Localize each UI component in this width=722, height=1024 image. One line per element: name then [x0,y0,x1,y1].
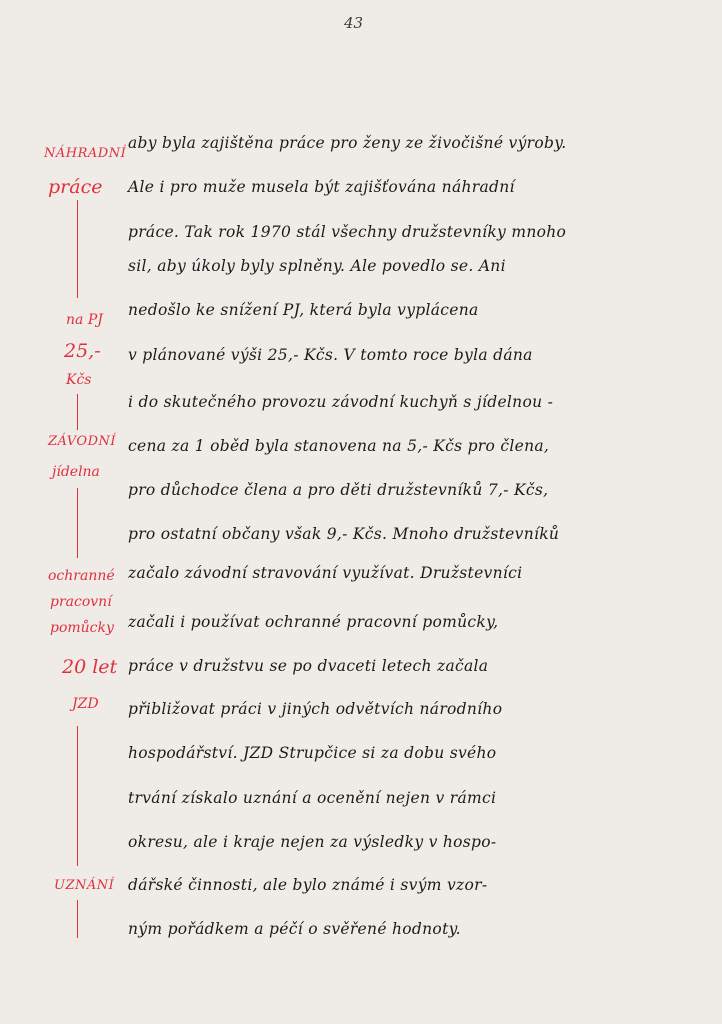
margin-bracket-line [77,394,78,430]
margin-note-kcs: Kčs [66,372,92,388]
text-line: ným pořádkem a péčí o svěřené hodnoty. [128,920,461,938]
text-line: nedošlo ke snížení PJ, která byla vyplácena [128,301,479,319]
margin-bracket-line [77,200,78,298]
margin-note-nahradni: NÁHRADNÍ [44,146,127,161]
text-line: pro ostatní občany však 9,- Kčs. Mnoho družstevníků [128,525,560,543]
text-line: práce. Tak rok 1970 stál všechny družstevníky mnoho [128,223,567,241]
margin-bracket-line [77,488,78,558]
text-line: aby byla zajištěna práce pro ženy ze živočišné výroby. [128,134,567,152]
margin-note-20-let: 20 let [62,656,118,678]
text-line: začalo závodní stravování využívat. Družstevníci [128,564,523,582]
margin-note-uznani: UZNÁNÍ [54,878,115,893]
margin-bracket-line [77,900,78,938]
margin-note-zavodni: ZÁVODNÍ [48,434,117,449]
text-line: Ale i pro muže musela být zajišťována náhradní [128,178,515,196]
text-line: v plánované výši 25,- Kčs. V tomto roce byla dána [128,346,533,364]
text-line: sil, aby úkoly byly splněny. Ale povedlo se. Ani [128,257,506,275]
margin-note-jzd: JZD [72,696,99,712]
margin-note-ochranne: ochranné [48,568,115,584]
text-line: cena za 1 oběd byla stanovena na 5,- Kčs pro člena, [128,437,550,455]
text-line: hospodářství. JZD Strupčice si za dobu svého [128,744,497,762]
text-line: dářské činnosti, ale bylo známé i svým vzor- [128,876,488,894]
margin-note-jidelna: jídelna [52,464,100,480]
margin-note-na-pj: na PJ [66,312,103,328]
margin-note-pracovni: pracovní [50,594,112,610]
text-line: pro důchodce člena a pro děti družstevníků 7,- Kčs, [128,481,549,499]
margin-note-25: 25,- [64,340,101,362]
margin-note-prace: práce [48,176,103,198]
text-line: začali i používat ochranné pracovní pomůcky, [128,613,499,631]
text-line: přibližovat práci v jiných odvětvích národního [128,700,503,718]
text-line: i do skutečného provozu závodní kuchyň s jídelnou - [128,393,554,411]
page-number: 43 [344,14,364,32]
text-line: práce v družstvu se po dvaceti letech začala [128,657,489,675]
text-line: okresu, ale i kraje nejen za výsledky v hospo- [128,833,497,851]
text-line: trvání získalo uznání a ocenění nejen v rámci [128,789,497,807]
margin-note-pomucky: pomůcky [50,620,114,636]
margin-bracket-line [77,726,78,866]
